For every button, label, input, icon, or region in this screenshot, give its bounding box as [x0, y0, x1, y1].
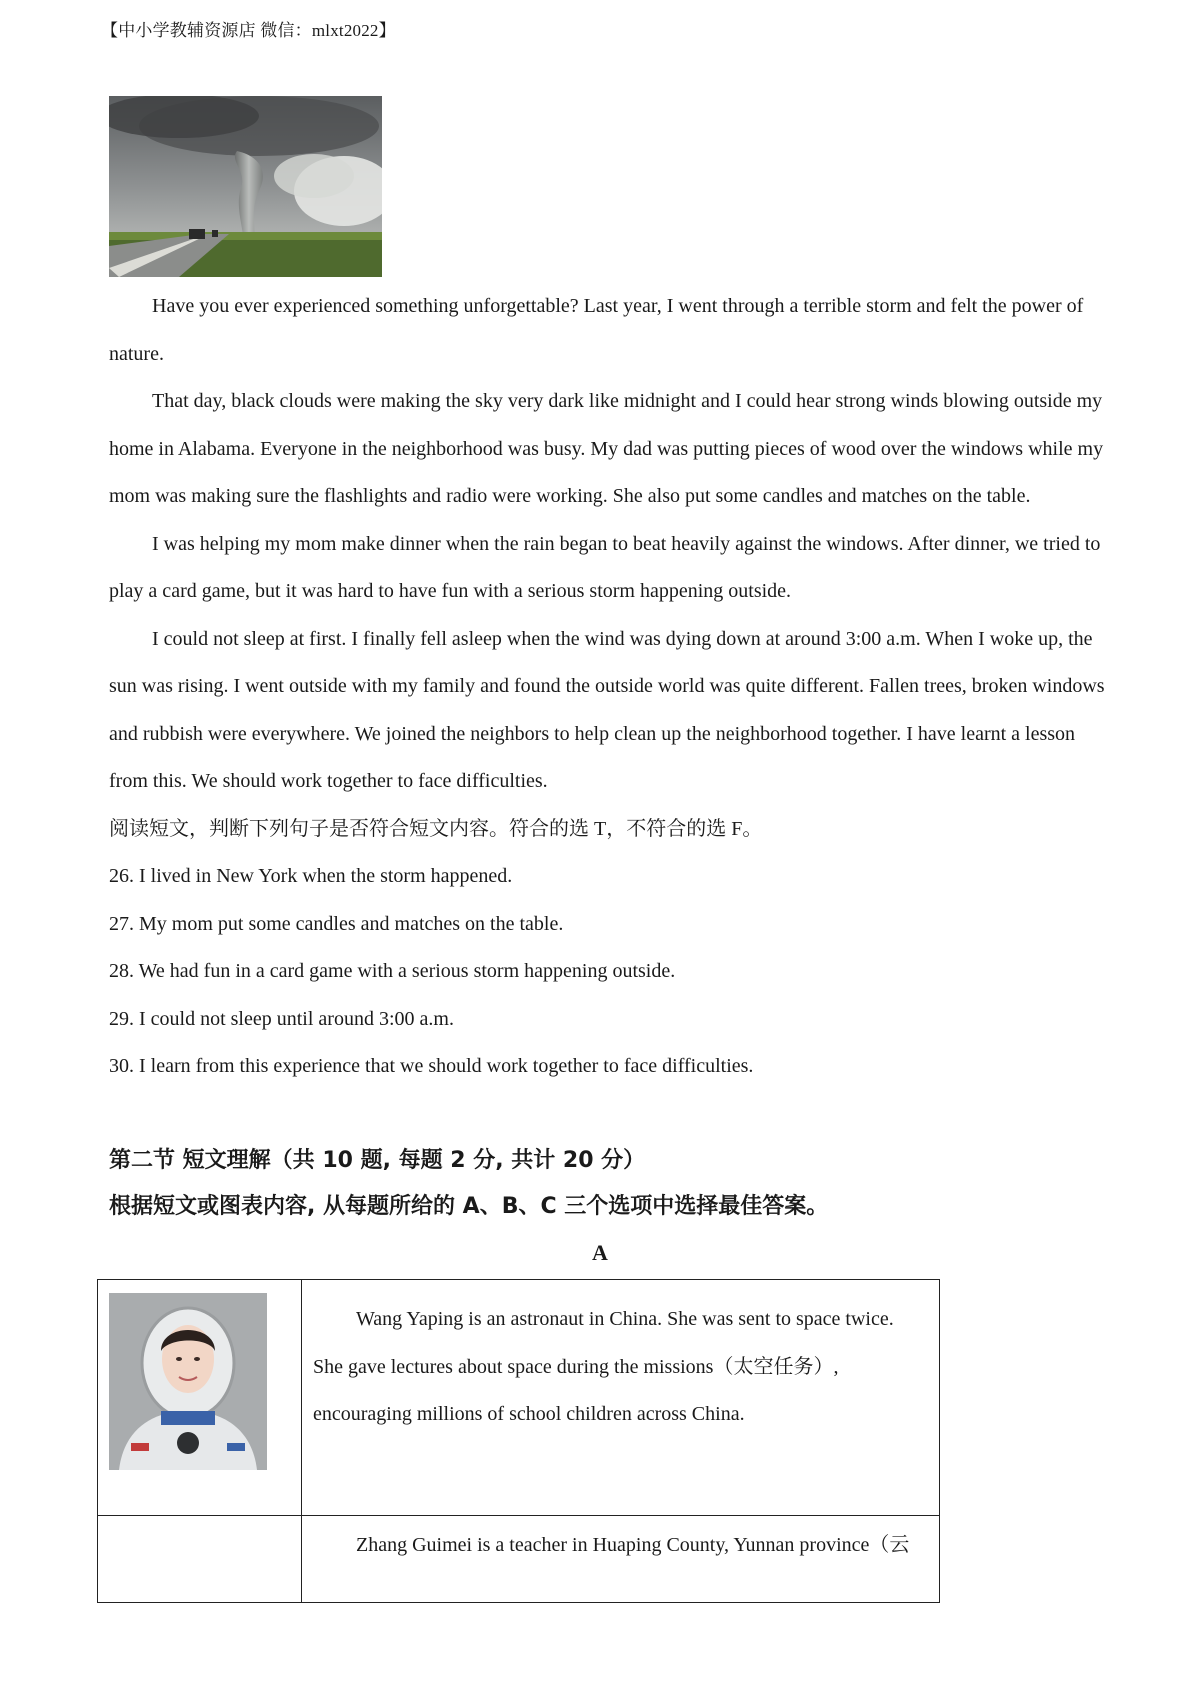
question-item: 26. I lived in New York when the storm happened.: [109, 865, 513, 887]
passage-paragraph: I could not sleep at first. I finally fell asleep when the wind was dying down at around 3:00 a.m. When I woke up, the sun was rising. I went outside with my family and found the outside world was quite different. Fallen trees, broken windows and rubbish were everywhere. We joined the neighbors to help clean up the neighborhood together. I have learnt a lesson from this. We should work together to face difficulties.: [109, 627, 1105, 792]
section-title: 第二节 短文理解（共 10 题, 每题 2 分, 共计 20 分）: [109, 1148, 646, 1173]
table-row: [98, 1280, 940, 1516]
table-row: [98, 1516, 940, 1603]
question-instruction: 阅读短文，判断下列句子是否符合短文内容。符合的选 T，不符合的选 F。: [109, 817, 763, 840]
passage-paragraph: That day, black clouds were making the sky very dark like midnight and I could hear strong winds blowing outside my home in Alabama. Everyone in the neighborhood was busy. My dad was putting pieces of wood over the windows while my mom was making sure the flashlights and radio were working. She also put some candles and matches on the table.: [109, 390, 1104, 507]
watermark-header: 【中小学教辅资源店 微信：mlxt2022】: [101, 21, 396, 40]
portrait-cell: [98, 1516, 302, 1603]
people-table: [97, 1279, 940, 1603]
description-cell: [302, 1280, 940, 1516]
question-item: 29. I could not sleep until around 3:00 a.m.: [109, 1007, 454, 1030]
astronaut-portrait: [109, 1293, 267, 1470]
reading-passage: [109, 283, 1105, 1091]
question-item: 27. My mom put some candles and matches on the table.: [109, 912, 564, 935]
description-cell: [302, 1516, 940, 1603]
passage-paragraph: I was helping my mom make dinner when the rain began to beat heavily against the windows. After dinner, we tried to play a card game, but it was hard to have fun with a serious storm happening outside.: [109, 532, 1101, 602]
part-label: A: [592, 1240, 608, 1265]
question-item: 30. I learn from this experience that we should work together to face difficulties.: [109, 1055, 754, 1077]
person-description: Wang Yaping is an astronaut in China. She was sent to space twice. She gave lectures about space during the missions（太空任务）, encouraging millions of school children across China.: [313, 1308, 894, 1425]
person-description: Zhang Guimei is a teacher in Huaping County, Yunnan province（云: [356, 1534, 910, 1556]
section-instruction: 根据短文或图表内容, 从每题所给的 A、B、C 三个选项中选择最佳答案。: [109, 1194, 829, 1219]
question-item: 28. We had fun in a card game with a serious storm happening outside.: [109, 960, 676, 982]
passage-paragraph: Have you ever experienced something unforgettable? Last year, I went through a terrible storm and felt the power of nature.: [109, 295, 1084, 365]
tornado-photo: [109, 96, 382, 277]
section-heading: [109, 1138, 1109, 1230]
portrait-cell: [98, 1280, 302, 1516]
